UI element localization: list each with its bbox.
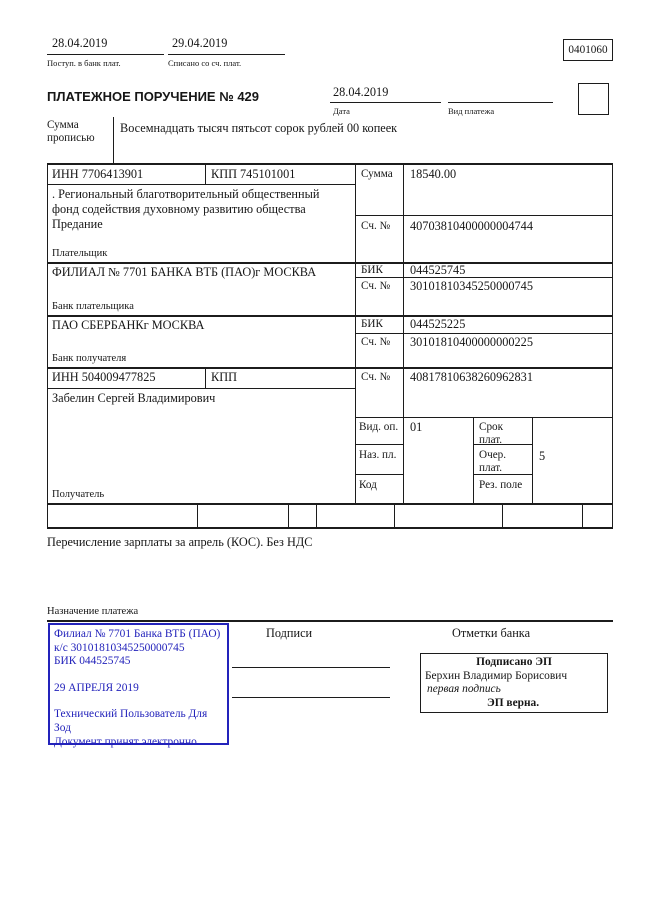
- payer-bank-name: ФИЛИАЛ № 7701 БАНКА ВТБ (ПАО)г МОСКВА: [52, 265, 317, 279]
- table-border: [47, 184, 355, 185]
- bank-electronic-stamp: [48, 623, 229, 748]
- date-label: Дата: [333, 106, 350, 116]
- stamp-corr-account: к/с 30101810345250000745: [54, 641, 185, 654]
- tax-strip-divider: [288, 503, 289, 527]
- table-border: [205, 163, 206, 184]
- payer-section-label: Плательщик: [52, 248, 108, 259]
- table-border: [612, 163, 613, 529]
- payment-order-value: 5: [539, 449, 546, 463]
- payment-kind-label: Вид платежа: [448, 106, 495, 116]
- amount-words-text: Восемнадцать тысяч пятьсот сорок рублей 00 копеек: [120, 121, 398, 135]
- payee-bank-section-label: Банк получателя: [52, 353, 127, 364]
- stamp-bik: БИК 044525745: [54, 655, 131, 668]
- payer-bank-bik-label: БИК: [361, 264, 383, 276]
- amount-words-divider: [113, 117, 114, 163]
- amount-words-label: Сумма прописью: [47, 119, 95, 144]
- table-border: [47, 163, 48, 529]
- stamp-date: 29 АПРЕЛЯ 2019: [54, 681, 139, 694]
- written-off-date: 29.04.2019: [172, 36, 228, 50]
- payment-kind-underline: [448, 102, 553, 103]
- table-border: [355, 444, 403, 445]
- payer-account-label: Сч. №: [361, 220, 391, 232]
- received-underline: [47, 54, 164, 55]
- payer-name: . Региональный благотворительный общественный фонд содействия духовному развитию общества Предание: [52, 187, 320, 231]
- table-border: [355, 333, 613, 334]
- esignature-title: Подписано ЭП: [476, 656, 552, 668]
- signatures-header: Подписи: [266, 626, 313, 640]
- table-border: [47, 388, 355, 389]
- signature-line-2: [232, 697, 390, 698]
- document-title: ПЛАТЕЖНОЕ ПОРУЧЕНИЕ № 429: [47, 89, 260, 104]
- payer-account: 40703810400000004744: [410, 219, 533, 233]
- esignature-box: [420, 653, 608, 713]
- table-border: [205, 367, 206, 388]
- table-border: [355, 163, 356, 503]
- payee-kpp-label: КПП: [211, 370, 237, 384]
- payment-kind-box: [578, 83, 609, 115]
- table-border: [355, 474, 403, 475]
- table-border: [47, 367, 613, 369]
- payee-bank-account: 30101810400000000225: [410, 335, 533, 349]
- document-date: 28.04.2019: [333, 85, 389, 99]
- bank-marks-header: Отметки банка: [452, 626, 531, 640]
- payee-name: Забелин Сергей Владимирович: [52, 391, 216, 405]
- esignature-signer: Берхин Владимир Борисович: [425, 669, 568, 682]
- payee-account-label: Сч. №: [361, 371, 391, 383]
- main-table: [47, 163, 613, 529]
- received-in-bank-date: 28.04.2019: [52, 36, 108, 50]
- reserve-field-label: Рез. поле: [479, 479, 523, 491]
- table-border: [47, 527, 613, 529]
- purpose-code-label: Наз. пл.: [359, 449, 397, 461]
- tax-strip-divider: [197, 503, 198, 527]
- esignature-validity: ЭП верна.: [487, 696, 540, 709]
- payer-bank-account: 30101810345250000745: [410, 279, 533, 293]
- table-border: [532, 417, 533, 503]
- footer-top-line: [47, 620, 613, 622]
- payee-bank-bik-label: БИК: [361, 318, 383, 330]
- payee-bank-bik: 044525225: [410, 317, 466, 331]
- payee-section-label: Получатель: [52, 489, 105, 500]
- payee-bank-name: ПАО СБЕРБАНКг МОСКВА: [52, 318, 205, 332]
- op-kind-label: Вид. оп.: [359, 421, 399, 433]
- form-code-box: 0401060: [563, 39, 613, 61]
- payee-bank-account-label: Сч. №: [361, 336, 391, 348]
- sum-label: Сумма: [361, 168, 393, 180]
- esignature-type: первая подпись: [427, 683, 501, 695]
- table-border: [403, 163, 404, 503]
- received-in-bank-label: Поступ. в банк плат.: [47, 58, 121, 68]
- table-border: [473, 417, 474, 503]
- code-label: Код: [359, 479, 377, 491]
- sum-value: 18540.00: [410, 167, 457, 181]
- stamp-operator: Технический Пользователь Для Зод: [54, 708, 208, 734]
- table-border: [355, 215, 613, 216]
- tax-strip-divider: [394, 503, 395, 527]
- payer-kpp: КПП 745101001: [211, 167, 296, 181]
- stamp-status: Документ принят электронно: [54, 735, 197, 748]
- table-border: [47, 163, 613, 165]
- payment-term-label: Срок плат.: [479, 421, 504, 446]
- written-off-underline: [168, 54, 285, 55]
- payment-purpose-label: Назначение платежа: [47, 606, 139, 617]
- op-kind-value: 01: [410, 420, 423, 434]
- payee-inn: ИНН 504009477825: [52, 370, 156, 384]
- table-border: [47, 262, 613, 264]
- stamp-bank-name: Филиал № 7701 Банка ВТБ (ПАО): [54, 628, 221, 640]
- payer-bank-section-label: Банк плательщика: [52, 301, 134, 312]
- table-border: [47, 315, 613, 317]
- table-border: [47, 503, 613, 505]
- payee-account: 40817810638260962831: [410, 370, 533, 384]
- payer-bank-bik: 044525745: [410, 263, 466, 277]
- tax-strip-divider: [502, 503, 503, 527]
- written-off-label: Списано со сч. плат.: [168, 58, 242, 68]
- signature-line-1: [232, 667, 390, 668]
- table-border: [355, 277, 613, 278]
- tax-strip-divider: [582, 503, 583, 527]
- payer-inn: ИНН 7706413901: [52, 167, 144, 181]
- table-border: [355, 417, 613, 418]
- payment-order-label: Очер. плат.: [479, 449, 507, 474]
- date-underline: [330, 102, 441, 103]
- payment-purpose-text: Перечисление зарплаты за апрель (КОС). Без НДС: [47, 535, 313, 549]
- tax-strip-divider: [316, 503, 317, 527]
- payer-bank-account-label: Сч. №: [361, 280, 391, 292]
